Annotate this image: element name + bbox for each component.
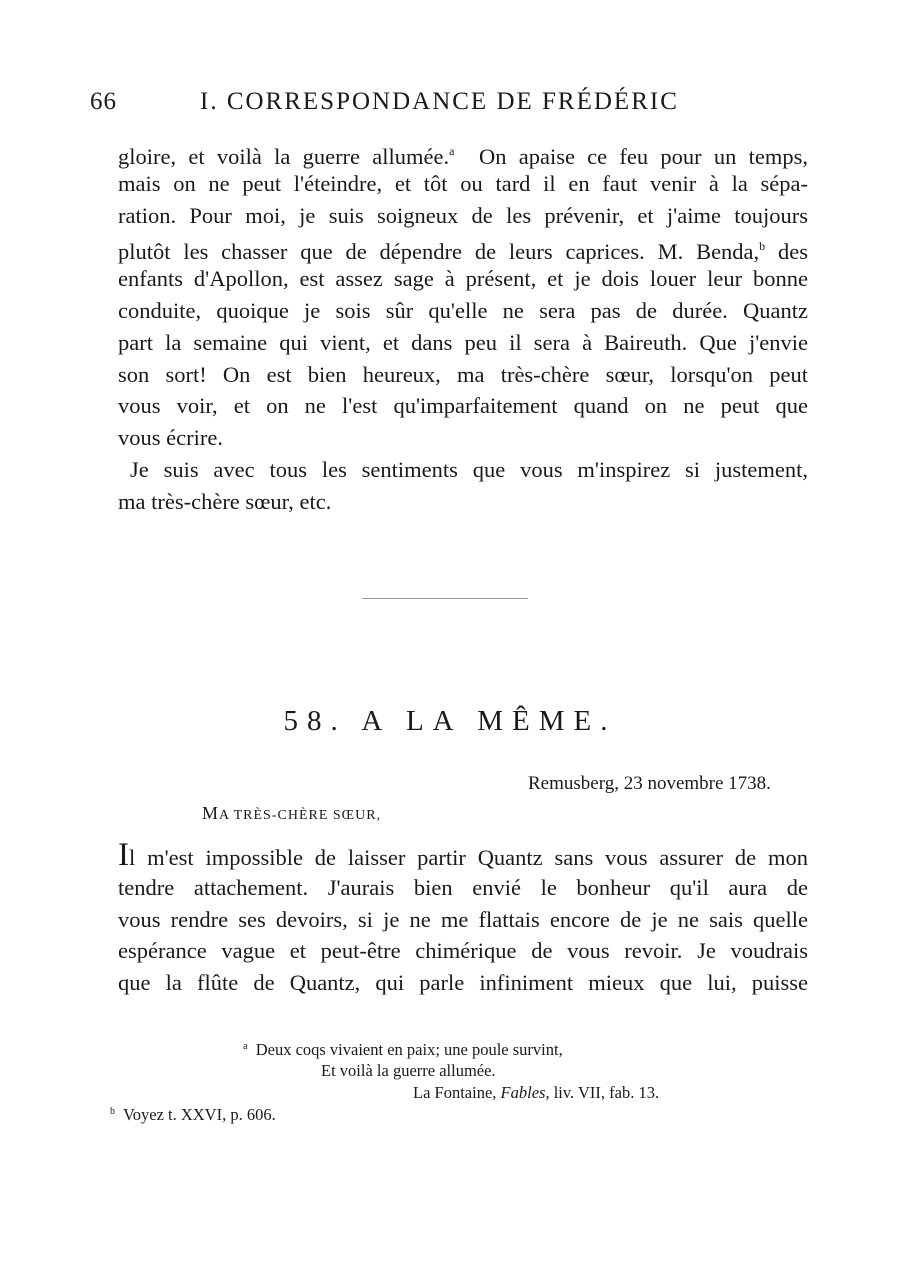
text-line: conduite, quoique je sois sûr qu'elle ne sera pas de durée. Quantz <box>118 297 808 323</box>
text-line: que la flûte de Quantz, qui parle infiniment mieux que lui, puisse <box>118 970 808 996</box>
footnote-a-line2: Et voilà la guerre allumée. <box>321 1061 496 1080</box>
drop-initial: I <box>118 837 129 873</box>
text-line: Il m'est impossible de laisser partir Quantz sans vous assurer de mon <box>118 837 808 873</box>
place-date: Remusberg, 23 novembre 1738. <box>528 773 771 794</box>
footnote-a-source: La Fontaine, Fables, liv. VII, fab. 13. <box>413 1083 660 1102</box>
letter-heading: 58. A LA MÊME. <box>283 705 617 737</box>
text-line: gloire, et voilà la guerre allumée.$^a$ On apaise ce feu pour un temps, <box>118 144 809 169</box>
text-line: tendre attachement. J'aurais bien envié le bonheur qu'il aura de <box>118 874 808 900</box>
text-line: ma très-chère sœur, etc. <box>118 488 332 514</box>
text-line: ration. Pour moi, je suis soigneux de les prévenir, et j'aime toujours <box>118 202 808 228</box>
page-number: 66 <box>90 88 117 115</box>
text-line: vous rendre ses devoirs, si je ne me flattais encore de je ne sais quelle <box>118 906 808 932</box>
continued-paragraph <box>118 136 808 518</box>
letter-body <box>118 837 808 999</box>
salutation: MA TRÈS-CHÈRE SŒUR, <box>202 803 382 823</box>
text-line: mais on ne peut l'éteindre, et tôt ou tard il en faut venir à la sépa- <box>118 170 808 196</box>
text-line: part la semaine qui vient, et dans peu il sera à Baireuth. Que j'envie <box>118 329 808 355</box>
footnote-a-line1: $^a$ Deux coqs vivaient en paix; une poule survint, <box>243 1040 563 1059</box>
text-line: espérance vague et peut-être chimérique de vous revoir. Je voudrais <box>118 938 808 964</box>
running-title: I. CORRESPONDANCE DE FRÉDÉRIC <box>200 88 679 115</box>
text-line: son sort! On est bien heureux, ma très-chère sœur, lorsqu'on peut <box>118 361 808 387</box>
text-line: Je suis avec tous les sentiments que vous m'inspirez si justement, <box>130 456 808 482</box>
text-line: vous voir, et on ne l'est qu'imparfaitement quand on ne peut que <box>118 393 808 419</box>
text-line: vous écrire. <box>118 425 223 451</box>
text-line: enfants d'Apollon, est assez sage à présent, et je dois louer leur bonne <box>118 266 808 292</box>
footnote-b: $^b$ Voyez t. XXVI, p. 606. <box>110 1105 276 1124</box>
footnote-ref-a[interactable]: a <box>449 144 455 158</box>
footnote-ref-b[interactable]: b <box>759 239 766 254</box>
text-line: plutôt les chasser que de dépendre de leurs caprices. M. Benda,$^b$ des <box>118 239 808 265</box>
section-divider <box>362 598 528 599</box>
